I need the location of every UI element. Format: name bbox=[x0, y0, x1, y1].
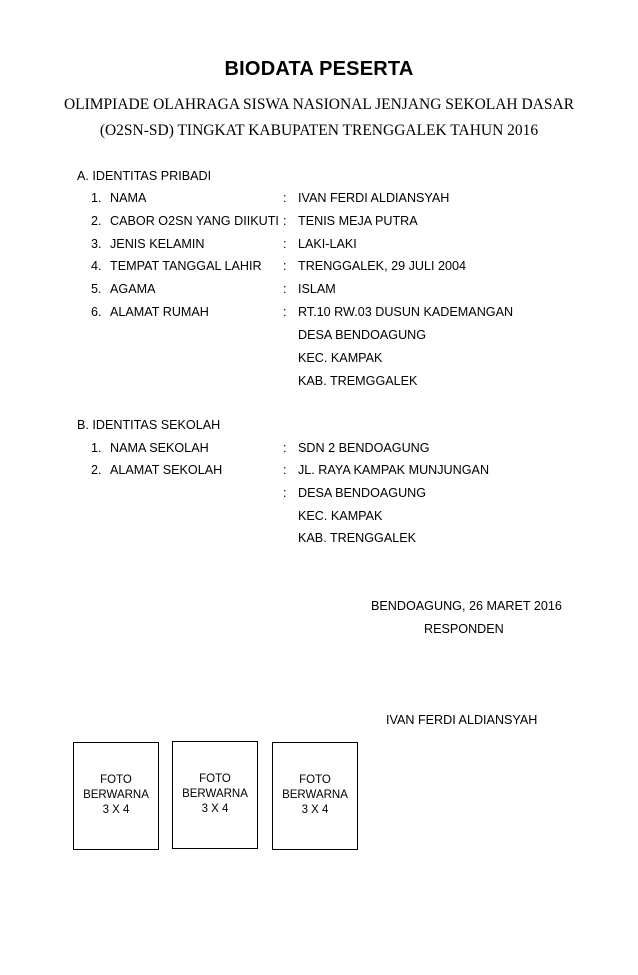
photo-label-line: 3 X 4 bbox=[102, 804, 130, 816]
home-address-line: DESA BENDOAGUNG bbox=[298, 328, 427, 342]
row-label: ALAMAT RUMAH bbox=[110, 305, 209, 319]
row-label: TEMPAT TANGGAL LAHIR bbox=[110, 259, 262, 273]
row-number: 3. bbox=[91, 237, 102, 251]
row-value: RT.10 RW.03 DUSUN KADEMANGAN bbox=[298, 305, 514, 319]
row-value: TENIS MEJA PUTRA bbox=[298, 214, 418, 228]
photo-label-line: 3 X 4 bbox=[201, 803, 229, 815]
row-colon: : bbox=[283, 305, 287, 319]
home-address-line: KAB. TREMGGALEK bbox=[298, 374, 418, 388]
signature-name: IVAN FERDI ALDIANSYAH bbox=[386, 713, 538, 727]
photo-placeholder-box bbox=[73, 742, 159, 850]
row-value: ISLAM bbox=[298, 282, 336, 296]
photo-label-line: BERWARNA bbox=[83, 789, 149, 801]
photo-label-line: 3 X 4 bbox=[301, 804, 329, 816]
signature-place-date: BENDOAGUNG, 26 MARET 2016 bbox=[371, 599, 562, 613]
row-colon: : bbox=[283, 214, 287, 228]
row-colon: : bbox=[283, 282, 287, 296]
row-number: 4. bbox=[91, 259, 102, 273]
section-b-heading: B. IDENTITAS SEKOLAH bbox=[77, 418, 221, 432]
identity-row-jenis-kelamin bbox=[0, 237, 638, 259]
row-colon: : bbox=[283, 191, 287, 205]
row-colon: : bbox=[283, 486, 287, 500]
identity-row-nama bbox=[0, 191, 638, 213]
row-label: CABOR O2SN YANG DIIKUTI bbox=[110, 214, 279, 228]
section-a-heading: A. IDENTITAS PRIBADI bbox=[77, 169, 212, 183]
row-number: 1. bbox=[91, 191, 102, 205]
document-subtitle-line2: (O2SN-SD) TINGKAT KABUPATEN TRENGGALEK TAHUN 2016 bbox=[99, 122, 539, 139]
school-row-alamat bbox=[0, 463, 638, 485]
row-value: TRENGGALEK, 29 JULI 2004 bbox=[298, 259, 466, 273]
row-colon: : bbox=[283, 237, 287, 251]
photo-placeholder-box bbox=[172, 741, 258, 849]
row-number: 6. bbox=[91, 305, 102, 319]
row-number: 5. bbox=[91, 282, 102, 296]
identity-row-cabor bbox=[0, 214, 638, 236]
row-colon: : bbox=[283, 259, 287, 273]
school-address-row bbox=[0, 486, 638, 508]
school-row-nama bbox=[0, 441, 638, 463]
signature-role: RESPONDEN bbox=[424, 622, 504, 636]
photo-placeholder-box bbox=[272, 742, 358, 850]
row-number: 2. bbox=[91, 214, 102, 228]
identity-row-ttl bbox=[0, 259, 638, 281]
row-number: 2. bbox=[91, 463, 102, 477]
photo-label-line: FOTO bbox=[100, 774, 132, 786]
document-title: BIODATA PESERTA bbox=[224, 58, 414, 80]
row-label: JENIS KELAMIN bbox=[110, 237, 205, 251]
document-subtitle-line1: OLIMPIADE OLAHRAGA SISWA NASIONAL JENJANG SEKOLAH DASAR bbox=[63, 96, 575, 113]
school-address-line: KEC. KAMPAK bbox=[298, 509, 383, 523]
row-value: IVAN FERDI ALDIANSYAH bbox=[298, 191, 450, 205]
school-address-line: KAB. TRENGGALEK bbox=[298, 531, 417, 545]
home-address-line: KEC. KAMPAK bbox=[298, 351, 383, 365]
row-colon: : bbox=[283, 441, 287, 455]
identity-row-agama bbox=[0, 282, 638, 304]
row-number: 1. bbox=[91, 441, 102, 455]
row-label: AGAMA bbox=[110, 282, 156, 296]
row-value: SDN 2 BENDOAGUNG bbox=[298, 441, 430, 455]
row-label: NAMA bbox=[110, 191, 147, 205]
photo-label-line: BERWARNA bbox=[182, 788, 248, 800]
photo-label-line: FOTO bbox=[299, 774, 331, 786]
row-colon: : bbox=[283, 463, 287, 477]
identity-row-alamat bbox=[0, 305, 638, 327]
photo-label-line: FOTO bbox=[199, 773, 231, 785]
row-label: NAMA SEKOLAH bbox=[110, 441, 209, 455]
photo-label-line: BERWARNA bbox=[282, 789, 348, 801]
school-address-line: DESA BENDOAGUNG bbox=[298, 486, 427, 500]
row-label: ALAMAT SEKOLAH bbox=[110, 463, 223, 477]
row-value: JL. RAYA KAMPAK MUNJUNGAN bbox=[298, 463, 490, 477]
row-value: LAKI-LAKI bbox=[298, 237, 357, 251]
